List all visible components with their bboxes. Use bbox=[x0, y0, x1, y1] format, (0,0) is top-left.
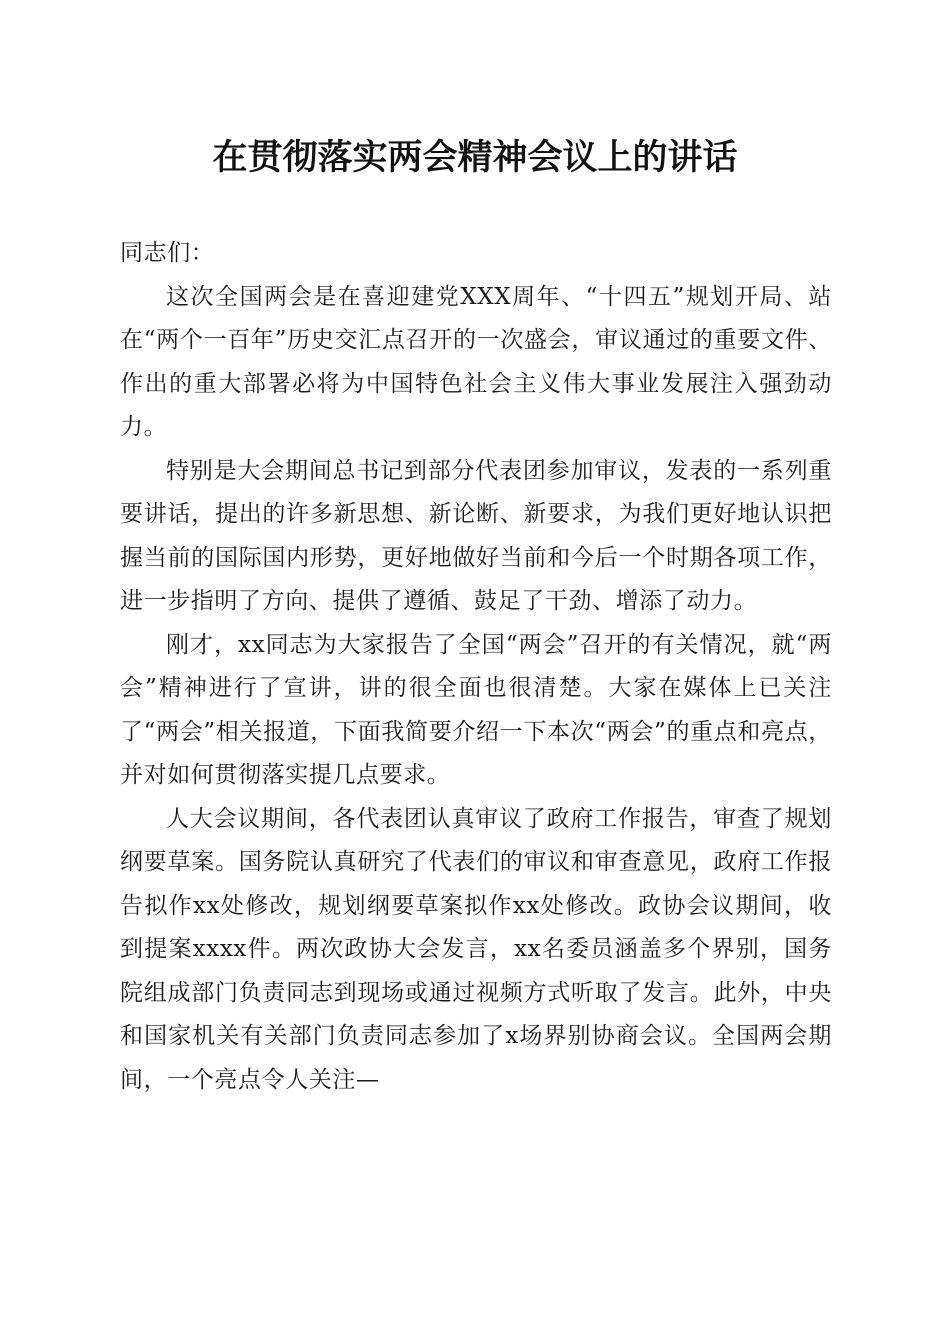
paragraph-4: 人大会议期间，各代表团认真审议了政府工作报告，审查了规划纲要草案。国务院认真研究了代表们的审议和审查意见，政府工作报告拟作xx处修改，规划纲要草案拟作xx处修改。政协会议期间，收到提案xxxx件。两次政协大会发言，xx名委员涵盖多个界别，国务院组成部门负责同志到现场或通过视频方式听取了发言。此外，中央和国家机关有关部门负责同志参加了x场界别协商会议。全国两会期间，一个亮点令人关注— bbox=[120, 805, 832, 1093]
paragraph-2: 特别是大会期间总书记到部分代表团参加审议，发表的一系列重要讲话，提出的许多新思想、新论断、新要求，为我们更好地认识把握当前的国际国内形势，更好地做好当前和今后一个时期各项工作，进一步指明了方向、提供了遵循、鼓足了干劲、增添了动力。 bbox=[120, 457, 832, 614]
paragraph-3: 刚才，xx同志为大家报告了全国“两会”召开的有关情况，就“两会”精神进行了宣讲，讲的很全面也很清楚。大家在媒体上已关注了“两会”相关报道，下面我简要介绍一下本次“两会”的重点和亮点，并对如何贯彻落实提几点要求。 bbox=[120, 631, 832, 788]
document-body bbox=[120, 232, 832, 1102]
paragraph-1: 这次全国两会是在喜迎建党XXX周年、“十四五”规划开局、站在“两个一百年”历史交汇点召开的一次盛会，审议通过的重要文件、作出的重大部署必将为中国特色社会主义伟大事业发展注入强劲动力。 bbox=[120, 283, 832, 440]
greeting: 同志们： bbox=[120, 240, 215, 266]
document-title: 在贯彻落实两会精神会议上的讲话 bbox=[212, 137, 738, 178]
